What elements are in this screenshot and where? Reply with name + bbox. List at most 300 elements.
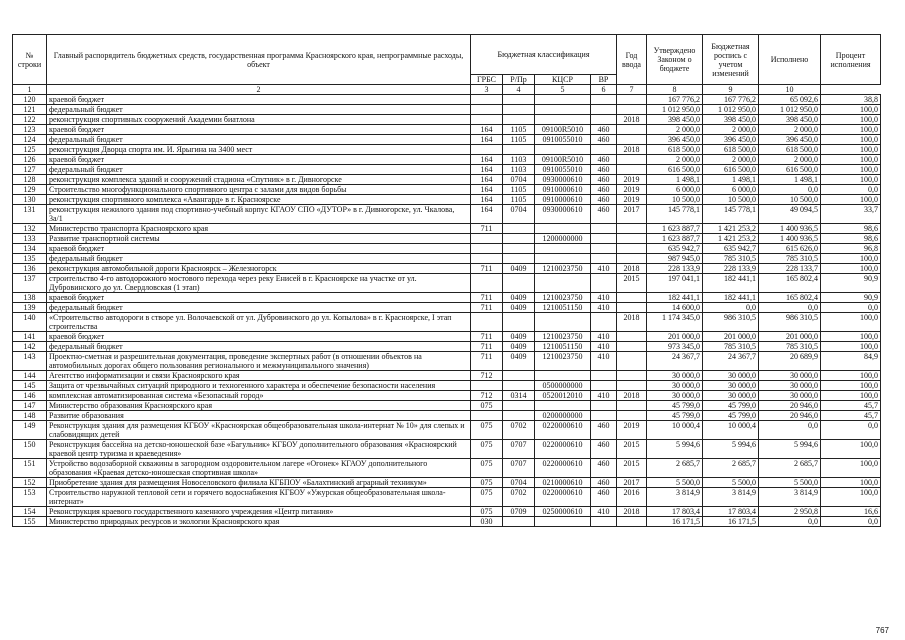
column-number: 10 xyxy=(759,85,821,95)
cell-kcsr: 0220000610 xyxy=(535,421,591,440)
row-name: краевой бюджет xyxy=(47,244,471,254)
row-name: Развитие транспортной системы xyxy=(47,234,471,244)
table-row xyxy=(13,165,881,175)
cell-executed: 785 310,5 xyxy=(759,254,821,264)
cell-percent: 100,0 xyxy=(821,332,881,342)
row-number: 123 xyxy=(13,125,47,135)
cell-approved: 1 623 887,7 xyxy=(647,234,703,244)
cell-vr: 460 xyxy=(591,478,617,488)
cell-grbs: 075 xyxy=(471,507,503,517)
cell-percent: 100,0 xyxy=(821,391,881,401)
cell-vr: 460 xyxy=(591,155,617,165)
table-row xyxy=(13,254,881,264)
cell-kcsr xyxy=(535,145,591,155)
cell-year xyxy=(617,401,647,411)
cell-vr: 460 xyxy=(591,205,617,224)
cell-year xyxy=(617,517,647,527)
cell-executed: 3 814,9 xyxy=(759,488,821,507)
table-row xyxy=(13,224,881,234)
cell-budget-list: 30 000,0 xyxy=(703,371,759,381)
cell-percent: 100,0 xyxy=(821,125,881,135)
cell-kcsr: 1210023750 xyxy=(535,293,591,303)
cell-executed: 20 689,9 xyxy=(759,352,821,371)
table-body xyxy=(13,95,881,527)
table-row xyxy=(13,342,881,352)
cell-year: 2019 xyxy=(617,175,647,185)
cell-executed: 0,0 xyxy=(759,303,821,313)
cell-rzpr xyxy=(503,145,535,155)
cell-grbs: 711 xyxy=(471,303,503,313)
cell-budget-list: 167 776,2 xyxy=(703,95,759,105)
cell-kcsr: 0930000610 xyxy=(535,175,591,185)
page-number: 767 xyxy=(875,626,889,635)
row-name: федеральный бюджет xyxy=(47,254,471,264)
cell-executed: 0,0 xyxy=(759,185,821,195)
cell-budget-list: 182 441,1 xyxy=(703,293,759,303)
cell-vr xyxy=(591,313,617,332)
cell-budget-list: 10 000,4 xyxy=(703,421,759,440)
cell-grbs xyxy=(471,254,503,264)
cell-vr: 460 xyxy=(591,421,617,440)
row-number: 127 xyxy=(13,165,47,175)
cell-kcsr: 1210023750 xyxy=(535,332,591,342)
cell-vr: 460 xyxy=(591,440,617,459)
cell-budget-list: 30 000,0 xyxy=(703,391,759,401)
cell-kcsr: 0220000610 xyxy=(535,488,591,507)
table-row xyxy=(13,105,881,115)
cell-approved: 17 803,4 xyxy=(647,507,703,517)
cell-grbs xyxy=(471,95,503,105)
table-row xyxy=(13,517,881,527)
column-number: 9 xyxy=(703,85,759,95)
cell-percent: 100,0 xyxy=(821,155,881,165)
cell-grbs: 075 xyxy=(471,478,503,488)
cell-vr: 410 xyxy=(591,342,617,352)
cell-approved: 30 000,0 xyxy=(647,371,703,381)
cell-year xyxy=(617,381,647,391)
cell-year xyxy=(617,125,647,135)
row-name: реконструкция комплекса зданий и сооружений стадиона «Спутник» в г. Дивногорске xyxy=(47,175,471,185)
cell-budget-list: 396 450,0 xyxy=(703,135,759,145)
cell-budget-list: 2 685,7 xyxy=(703,459,759,478)
cell-year: 2018 xyxy=(617,115,647,125)
column-number: 8 xyxy=(647,85,703,95)
header-budget-list: Бюджетная роспись с учетом изменений xyxy=(703,35,759,85)
cell-approved: 30 000,0 xyxy=(647,381,703,391)
row-number: 142 xyxy=(13,342,47,352)
cell-grbs: 711 xyxy=(471,264,503,274)
cell-kcsr: 0200000000 xyxy=(535,411,591,421)
header-vr: ВР xyxy=(591,75,617,85)
cell-grbs xyxy=(471,115,503,125)
cell-budget-list: 10 500,0 xyxy=(703,195,759,205)
column-number: 3 xyxy=(471,85,503,95)
cell-vr: 410 xyxy=(591,293,617,303)
cell-vr: 410 xyxy=(591,332,617,342)
cell-executed: 228 133,7 xyxy=(759,264,821,274)
cell-year: 2019 xyxy=(617,185,647,195)
cell-year: 2018 xyxy=(617,507,647,517)
cell-grbs: 164 xyxy=(471,165,503,175)
table-row xyxy=(13,205,881,224)
cell-percent: 96,8 xyxy=(821,244,881,254)
cell-rzpr: 0707 xyxy=(503,440,535,459)
cell-vr: 410 xyxy=(591,507,617,517)
cell-rzpr xyxy=(503,313,535,332)
row-name: Реконструкция бассейна на детско-юношеской базе «Багульник» КГБОУ дополнительного образования «Красноярский краевой центр туризма и краеведения» xyxy=(47,440,471,459)
cell-executed: 396 450,0 xyxy=(759,135,821,145)
cell-approved: 1 012 950,0 xyxy=(647,105,703,115)
cell-kcsr xyxy=(535,371,591,381)
cell-executed: 1 012 950,0 xyxy=(759,105,821,115)
cell-percent: 90,9 xyxy=(821,274,881,293)
column-number: 2 xyxy=(47,85,471,95)
row-number: 148 xyxy=(13,411,47,421)
cell-percent: 0,0 xyxy=(821,421,881,440)
cell-budget-list: 30 000,0 xyxy=(703,381,759,391)
cell-approved: 3 814,9 xyxy=(647,488,703,507)
row-name: Строительство многофункционального спортивного центра с залами для видов борьбы xyxy=(47,185,471,195)
cell-vr xyxy=(591,381,617,391)
row-name: реконструкция спортивных сооружений Академии биатлона xyxy=(47,115,471,125)
cell-grbs: 164 xyxy=(471,195,503,205)
cell-kcsr xyxy=(535,95,591,105)
table-row xyxy=(13,234,881,244)
cell-rzpr: 0409 xyxy=(503,293,535,303)
cell-approved: 16 171,5 xyxy=(647,517,703,527)
table-row xyxy=(13,185,881,195)
cell-executed: 785 310,5 xyxy=(759,342,821,352)
row-name: Проектно-сметная и разрешительная документация, проведение экспертных работ (в отношении объектов на автомобильных дорогах общего пользования регионального и межмуниципального значения) xyxy=(47,352,471,371)
cell-kcsr: 0930000610 xyxy=(535,205,591,224)
cell-grbs: 164 xyxy=(471,155,503,165)
cell-vr xyxy=(591,145,617,155)
cell-grbs xyxy=(471,244,503,254)
cell-budget-list: 45 799,0 xyxy=(703,411,759,421)
budget-table xyxy=(12,34,881,527)
cell-approved: 10 000,4 xyxy=(647,421,703,440)
cell-grbs xyxy=(471,234,503,244)
column-number: 5 xyxy=(535,85,591,95)
cell-year xyxy=(617,155,647,165)
cell-vr xyxy=(591,115,617,125)
cell-year xyxy=(617,371,647,381)
cell-percent: 84,9 xyxy=(821,352,881,371)
table-row xyxy=(13,264,881,274)
cell-approved: 618 500,0 xyxy=(647,145,703,155)
table-row xyxy=(13,332,881,342)
column-number: 1 xyxy=(13,85,47,95)
cell-executed: 2 000,0 xyxy=(759,155,821,165)
cell-vr: 460 xyxy=(591,185,617,195)
cell-grbs xyxy=(471,145,503,155)
cell-vr: 410 xyxy=(591,391,617,401)
cell-vr xyxy=(591,517,617,527)
cell-percent: 38,8 xyxy=(821,95,881,105)
table-row xyxy=(13,303,881,313)
cell-budget-list: 2 000,0 xyxy=(703,125,759,135)
cell-executed: 20 946,0 xyxy=(759,411,821,421)
cell-approved: 201 000,0 xyxy=(647,332,703,342)
cell-budget-list: 5 500,0 xyxy=(703,478,759,488)
cell-executed: 5 500,0 xyxy=(759,478,821,488)
cell-percent: 100,0 xyxy=(821,478,881,488)
row-number: 149 xyxy=(13,421,47,440)
cell-percent: 100,0 xyxy=(821,195,881,205)
cell-approved: 396 450,0 xyxy=(647,135,703,145)
cell-grbs: 712 xyxy=(471,391,503,401)
cell-approved: 45 799,0 xyxy=(647,401,703,411)
cell-executed: 10 500,0 xyxy=(759,195,821,205)
cell-vr xyxy=(591,224,617,234)
cell-rzpr xyxy=(503,411,535,421)
cell-approved: 1 174 345,0 xyxy=(647,313,703,332)
table-row xyxy=(13,135,881,145)
table-row xyxy=(13,155,881,165)
cell-budget-list: 6 000,0 xyxy=(703,185,759,195)
cell-executed: 165 802,4 xyxy=(759,293,821,303)
cell-kcsr xyxy=(535,401,591,411)
row-number: 143 xyxy=(13,352,47,371)
cell-year: 2018 xyxy=(617,145,647,155)
table-row xyxy=(13,391,881,401)
table-row xyxy=(13,459,881,478)
table-row xyxy=(13,381,881,391)
cell-grbs: 030 xyxy=(471,517,503,527)
cell-approved: 2 000,0 xyxy=(647,125,703,135)
row-number: 137 xyxy=(13,274,47,293)
cell-kcsr xyxy=(535,517,591,527)
cell-grbs: 711 xyxy=(471,293,503,303)
header-budget-class: Бюджетная классификация xyxy=(471,35,617,75)
row-number: 135 xyxy=(13,254,47,264)
cell-kcsr: 0910000610 xyxy=(535,195,591,205)
cell-executed: 1 400 936,5 xyxy=(759,224,821,234)
cell-percent: 100,0 xyxy=(821,459,881,478)
cell-rzpr xyxy=(503,115,535,125)
cell-rzpr xyxy=(503,105,535,115)
cell-rzpr: 1105 xyxy=(503,185,535,195)
cell-grbs: 075 xyxy=(471,401,503,411)
cell-executed: 2 950,8 xyxy=(759,507,821,517)
cell-year xyxy=(617,244,647,254)
row-number: 128 xyxy=(13,175,47,185)
cell-kcsr: 1200000000 xyxy=(535,234,591,244)
row-name: Защита от чрезвычайных ситуаций природного и техногенного характера и обеспечение безопасности населения xyxy=(47,381,471,391)
cell-year: 2019 xyxy=(617,195,647,205)
cell-grbs: 164 xyxy=(471,175,503,185)
row-number: 144 xyxy=(13,371,47,381)
row-name: строительство 4-го автодорожного мостового перехода через реку Енисей в г. Красноярске на участке от ул. Дубровинского до ул. Свердловская (1 этап) xyxy=(47,274,471,293)
cell-grbs xyxy=(471,313,503,332)
row-number: 136 xyxy=(13,264,47,274)
cell-year xyxy=(617,303,647,313)
row-number: 146 xyxy=(13,391,47,401)
cell-vr xyxy=(591,371,617,381)
cell-rzpr: 1105 xyxy=(503,135,535,145)
row-number: 125 xyxy=(13,145,47,155)
cell-approved: 228 133,9 xyxy=(647,264,703,274)
table-row xyxy=(13,352,881,371)
header-grbs: ГРБС xyxy=(471,75,503,85)
cell-percent: 98,6 xyxy=(821,224,881,234)
row-number: 140 xyxy=(13,313,47,332)
cell-kcsr xyxy=(535,115,591,125)
cell-grbs xyxy=(471,381,503,391)
cell-grbs xyxy=(471,411,503,421)
cell-year xyxy=(617,165,647,175)
budget-table-sheet xyxy=(12,34,880,527)
cell-kcsr: 0500000000 xyxy=(535,381,591,391)
row-name: Министерство образования Красноярского края xyxy=(47,401,471,411)
row-name: федеральный бюджет xyxy=(47,303,471,313)
cell-percent: 100,0 xyxy=(821,313,881,332)
cell-kcsr xyxy=(535,224,591,234)
column-number: 4 xyxy=(503,85,535,95)
row-name: федеральный бюджет xyxy=(47,105,471,115)
row-number: 121 xyxy=(13,105,47,115)
table-row xyxy=(13,195,881,205)
cell-percent: 100,0 xyxy=(821,381,881,391)
cell-rzpr xyxy=(503,95,535,105)
cell-approved: 24 367,7 xyxy=(647,352,703,371)
cell-rzpr: 0409 xyxy=(503,342,535,352)
cell-rzpr: 0409 xyxy=(503,264,535,274)
cell-grbs xyxy=(471,274,503,293)
table-row xyxy=(13,293,881,303)
cell-grbs: 712 xyxy=(471,371,503,381)
cell-vr xyxy=(591,401,617,411)
cell-budget-list: 1 012 950,0 xyxy=(703,105,759,115)
cell-year xyxy=(617,411,647,421)
cell-vr: 460 xyxy=(591,175,617,185)
cell-budget-list: 24 367,7 xyxy=(703,352,759,371)
cell-budget-list: 2 000,0 xyxy=(703,155,759,165)
cell-vr: 410 xyxy=(591,352,617,371)
cell-executed: 30 000,0 xyxy=(759,371,821,381)
row-number: 139 xyxy=(13,303,47,313)
cell-executed: 30 000,0 xyxy=(759,391,821,401)
cell-percent: 100,0 xyxy=(821,371,881,381)
cell-rzpr: 1103 xyxy=(503,155,535,165)
cell-vr xyxy=(591,274,617,293)
cell-vr: 410 xyxy=(591,303,617,313)
row-name: Развитие образования xyxy=(47,411,471,421)
row-name: Министерство транспорта Красноярского края xyxy=(47,224,471,234)
cell-year: 2017 xyxy=(617,478,647,488)
row-name: Приобретение здания для размещения Новоселовского филиала КГБПОУ «Балахтинский аграрный техникум» xyxy=(47,478,471,488)
row-number: 130 xyxy=(13,195,47,205)
cell-executed: 0,0 xyxy=(759,421,821,440)
cell-rzpr xyxy=(503,371,535,381)
cell-rzpr xyxy=(503,254,535,264)
cell-year xyxy=(617,95,647,105)
header-year: Год ввода xyxy=(617,35,647,85)
cell-grbs: 075 xyxy=(471,488,503,507)
cell-rzpr: 1103 xyxy=(503,165,535,175)
cell-rzpr xyxy=(503,244,535,254)
cell-percent: 100,0 xyxy=(821,342,881,352)
header-name: Главный распорядитель бюджетных средств, государственная программа Красноярского края, непрограммные расходы, объект xyxy=(47,35,471,85)
cell-approved: 635 942,7 xyxy=(647,244,703,254)
cell-executed: 2 685,7 xyxy=(759,459,821,478)
cell-percent: 45,7 xyxy=(821,411,881,421)
table-row xyxy=(13,507,881,517)
table-row xyxy=(13,478,881,488)
cell-budget-list: 1 421 253,2 xyxy=(703,224,759,234)
table-row xyxy=(13,488,881,507)
cell-grbs: 164 xyxy=(471,125,503,135)
cell-executed: 165 802,4 xyxy=(759,274,821,293)
column-number: 7 xyxy=(617,85,647,95)
cell-rzpr: 1105 xyxy=(503,195,535,205)
row-number: 153 xyxy=(13,488,47,507)
cell-kcsr: 09100R5010 xyxy=(535,155,591,165)
cell-vr: 410 xyxy=(591,264,617,274)
cell-vr xyxy=(591,244,617,254)
cell-approved: 2 000,0 xyxy=(647,155,703,165)
cell-grbs: 711 xyxy=(471,342,503,352)
row-name: Строительство наружной тепловой сети и горячего водоснабжения КГБОУ «Ужурская общеобразовательная школа-интернат» xyxy=(47,488,471,507)
cell-vr: 460 xyxy=(591,125,617,135)
cell-budget-list: 785 310,5 xyxy=(703,254,759,264)
header-row-no: № строки xyxy=(13,35,47,85)
cell-year: 2019 xyxy=(617,421,647,440)
row-name: краевой бюджет xyxy=(47,155,471,165)
cell-kcsr: 0910055010 xyxy=(535,165,591,175)
cell-rzpr xyxy=(503,401,535,411)
table-row xyxy=(13,175,881,185)
table-row xyxy=(13,274,881,293)
cell-year: 2017 xyxy=(617,205,647,224)
cell-grbs xyxy=(471,105,503,115)
cell-percent: 100,0 xyxy=(821,165,881,175)
row-number: 124 xyxy=(13,135,47,145)
cell-vr xyxy=(591,105,617,115)
column-number-row xyxy=(13,85,881,95)
cell-percent: 100,0 xyxy=(821,105,881,115)
cell-budget-list: 45 799,0 xyxy=(703,401,759,411)
cell-budget-list: 16 171,5 xyxy=(703,517,759,527)
cell-approved: 145 778,1 xyxy=(647,205,703,224)
cell-executed: 201 000,0 xyxy=(759,332,821,342)
cell-approved: 1 498,1 xyxy=(647,175,703,185)
cell-year: 2016 xyxy=(617,488,647,507)
cell-budget-list: 1 498,1 xyxy=(703,175,759,185)
row-number: 141 xyxy=(13,332,47,342)
cell-executed: 65 092,6 xyxy=(759,95,821,105)
row-number: 122 xyxy=(13,115,47,125)
cell-grbs: 075 xyxy=(471,440,503,459)
cell-rzpr xyxy=(503,381,535,391)
cell-executed: 30 000,0 xyxy=(759,381,821,391)
table-row xyxy=(13,401,881,411)
cell-budget-list: 182 441,1 xyxy=(703,274,759,293)
row-name: краевой бюджет xyxy=(47,332,471,342)
cell-percent: 100,0 xyxy=(821,115,881,125)
cell-rzpr: 0702 xyxy=(503,421,535,440)
cell-year xyxy=(617,293,647,303)
cell-vr: 460 xyxy=(591,195,617,205)
row-number: 138 xyxy=(13,293,47,303)
cell-approved: 45 799,0 xyxy=(647,411,703,421)
cell-budget-list: 1 421 253,2 xyxy=(703,234,759,244)
cell-percent: 100,0 xyxy=(821,488,881,507)
cell-percent: 33,7 xyxy=(821,205,881,224)
cell-year: 2015 xyxy=(617,459,647,478)
cell-kcsr: 0910055010 xyxy=(535,135,591,145)
cell-percent: 0,0 xyxy=(821,303,881,313)
